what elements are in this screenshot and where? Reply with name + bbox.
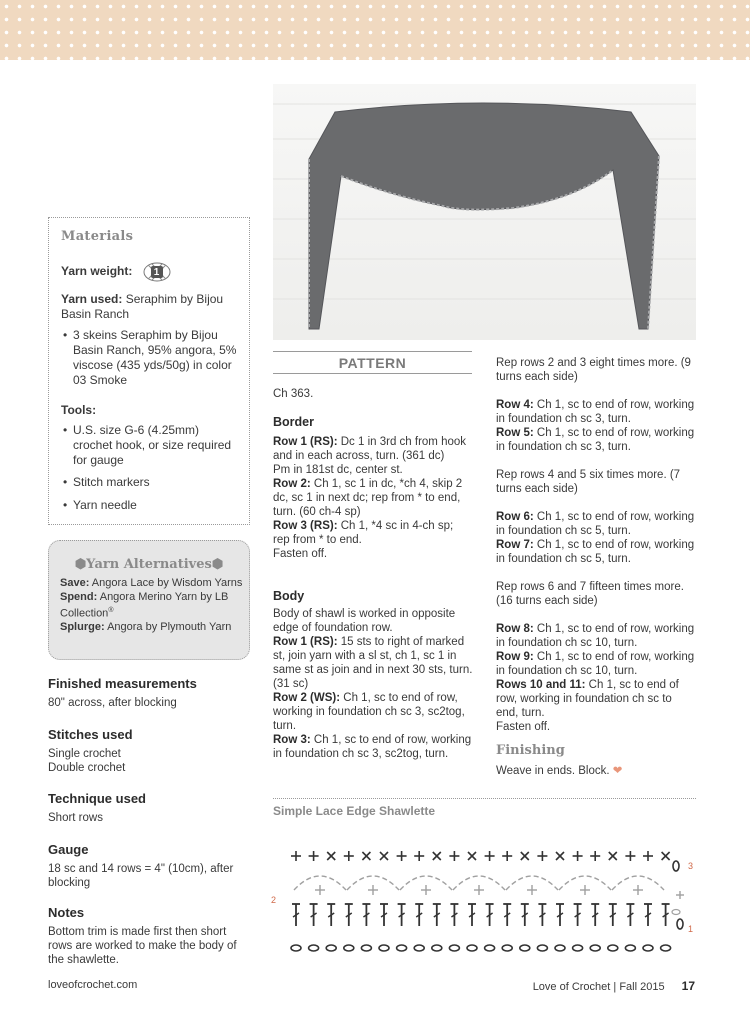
stitches-used-text: Single crochet Double crochet bbox=[48, 748, 126, 774]
hexagon-icon: ⬢ bbox=[211, 557, 224, 572]
heart-icon: ❤ bbox=[612, 765, 623, 777]
hexagon-icon: ⬢ bbox=[74, 557, 87, 572]
border-heading: Border bbox=[273, 415, 314, 429]
border-pm: Pm in 181st dc, center st. bbox=[273, 464, 403, 476]
chain-symbol bbox=[414, 945, 424, 951]
materials-title: Materials bbox=[61, 229, 134, 244]
shawl-photo bbox=[273, 84, 696, 340]
chain-symbol bbox=[467, 945, 477, 951]
alt-save: Save: Angora Lace by Wisdom Yarns bbox=[60, 577, 243, 589]
row-6: Row 6: Ch 1, sc to end of row, working in foundation ch sc 5, turn. bbox=[496, 511, 695, 537]
chain-symbol bbox=[673, 861, 679, 871]
row-label-2: 2 bbox=[271, 895, 277, 905]
chain-symbol bbox=[361, 945, 371, 951]
technique-used-text: Short rows bbox=[48, 812, 103, 824]
row-label-3: 3 bbox=[688, 861, 694, 871]
materials-box bbox=[48, 217, 250, 525]
chain-symbol bbox=[432, 945, 442, 951]
row-5: Row 5: Ch 1, sc to end of row, working in foundation ch sc 3, turn. bbox=[496, 427, 695, 453]
finished-measurements-text: 80" across, after blocking bbox=[48, 697, 177, 709]
finishing-text: Weave in ends. Block. ❤ bbox=[496, 765, 623, 777]
finishing-heading: Finishing bbox=[496, 743, 565, 758]
yarn-weight-label: Yarn weight: bbox=[61, 264, 133, 279]
chain-symbol bbox=[502, 945, 512, 951]
yarn-used-value: Seraphim by Bijou Basin Ranch bbox=[61, 292, 224, 321]
stitch-chart bbox=[268, 840, 700, 958]
chain-symbol bbox=[672, 910, 680, 915]
finished-measurements-heading: Finished measurements bbox=[48, 676, 197, 691]
chain-symbol bbox=[379, 945, 389, 951]
row-label-1: 1 bbox=[688, 924, 694, 934]
footer-magazine: Love of Crochet | Fall 2015 17 bbox=[532, 979, 695, 993]
pattern-start: Ch 363. bbox=[273, 388, 314, 400]
chain-symbol bbox=[520, 945, 530, 951]
border-row-2: Row 2: Ch 1, sc 1 in dc, *ch 4, skip 2 dc, sc 1 in next dc; rep from * to end, turn. (60 ch-4 sp) bbox=[273, 478, 463, 518]
yarn-weight-icon bbox=[142, 262, 172, 282]
chain-symbol bbox=[643, 945, 653, 951]
chain-symbol bbox=[608, 945, 618, 951]
row-4: Row 4: Ch 1, sc to end of row, working in foundation ch sc 3, turn. bbox=[496, 399, 695, 425]
pattern-column bbox=[273, 387, 473, 761]
body-intro: Body of shawl is worked in opposite edge of foundation row. bbox=[273, 608, 456, 634]
footer-site[interactable]: loveofcrochet.com bbox=[48, 979, 138, 991]
chain-symbol bbox=[677, 919, 683, 929]
pattern-heading: PATTERN bbox=[273, 351, 472, 374]
chain-symbol bbox=[625, 945, 635, 951]
technique-used-heading: Technique used bbox=[48, 791, 146, 806]
chain-symbol bbox=[326, 945, 336, 951]
body-heading: Body bbox=[273, 589, 305, 603]
page-number: 17 bbox=[681, 979, 695, 993]
chain-symbol bbox=[485, 945, 495, 951]
yarn-used-label: Yarn used: bbox=[61, 292, 123, 306]
chain-symbol bbox=[573, 945, 583, 951]
yarn-weight-value: 1 bbox=[153, 267, 160, 278]
stitches-used-heading: Stitches used bbox=[48, 727, 133, 742]
body-row-2: Row 2 (WS): Ch 1, sc to end of row, working in foundation ch sc 3, sc2tog, turn. bbox=[273, 692, 465, 732]
repeat-1: Rep rows 2 and 3 eight times more. (9 turns each side) bbox=[496, 357, 691, 383]
gauge-heading: Gauge bbox=[48, 842, 89, 857]
gauge-text: 18 sc and 14 rows = 4" (10cm), after blocking bbox=[48, 863, 234, 889]
tool-item: • U.S. size G-6 (4.25mm) crochet hook, or size required for gauge bbox=[61, 423, 233, 468]
yarn-alternatives-title: ⬢Yarn Alternatives⬢ bbox=[74, 557, 224, 572]
yarn-alternatives-box bbox=[48, 540, 250, 660]
repeat-2: Rep rows 4 and 5 six times more. (7 turns each side) bbox=[496, 469, 681, 495]
notes-text: Bottom trim is made first then short rows are worked to make the body of the shawlette. bbox=[48, 926, 237, 966]
border-row-3: Row 3 (RS): Ch 1, *4 sc in 4-ch sp; rep from * to end. bbox=[273, 520, 454, 546]
row-7: Row 7: Ch 1, sc to end of row, working in foundation ch sc 5, turn. bbox=[496, 539, 695, 565]
body-row-3: Row 3: Ch 1, sc to end of row, working in foundation ch sc 3, sc2tog, turn. bbox=[273, 734, 472, 760]
chain-symbol bbox=[344, 945, 354, 951]
chain-symbol bbox=[537, 945, 547, 951]
tool-item: • Yarn needle bbox=[61, 498, 233, 513]
body-row-1: Row 1 (RS): 15 sts to right of marked st, join yarn with a sl st, ch 1, sc 1 in same st as join and in next 30 sts, turn. (31 sc) bbox=[273, 636, 473, 690]
polka-dot-header bbox=[0, 0, 750, 60]
chart-title: Simple Lace Edge Shawlette bbox=[273, 804, 436, 818]
yarn-bullet: • 3 skeins Seraphim by Bijou Basin Ranch, 95% angora, 5% viscose (435 yds/50g) in color 03 Smoke bbox=[61, 328, 241, 388]
chain-symbol bbox=[590, 945, 600, 951]
right-fasten: Fasten off. bbox=[496, 721, 551, 733]
chain-symbol bbox=[449, 945, 459, 951]
notes-heading: Notes bbox=[48, 905, 85, 920]
row-8: Row 8: Ch 1, sc to end of row, working in foundation ch sc 10, turn. bbox=[496, 623, 695, 649]
chart-divider bbox=[273, 798, 696, 799]
border-fasten: Fasten off. bbox=[273, 548, 328, 560]
alt-spend: Spend: Angora Merino Yarn by LB Collection® bbox=[60, 590, 229, 620]
chain-symbol bbox=[661, 945, 671, 951]
border-row-1: Row 1 (RS): Dc 1 in 3rd ch from hook and in each across, turn. (361 dc) bbox=[273, 436, 467, 462]
row-10-11: Rows 10 and 11: Ch 1, sc to end of row, working in foundation ch sc to end, turn. bbox=[496, 679, 679, 719]
chain-symbol bbox=[555, 945, 565, 951]
row-9: Row 9: Ch 1, sc to end of row, working in foundation ch sc 10, turn. bbox=[496, 651, 695, 677]
tools-label: Tools: bbox=[61, 403, 97, 417]
repeat-3: Rep rows 6 and 7 fifteen times more. (16 turns each side) bbox=[496, 581, 684, 607]
chain-symbol bbox=[291, 945, 301, 951]
chain-symbol bbox=[397, 945, 407, 951]
tool-item: • Stitch markers bbox=[61, 475, 233, 490]
right-column bbox=[496, 356, 696, 778]
chain-symbol bbox=[309, 945, 319, 951]
alt-splurge: Splurge: Angora by Plymouth Yarn bbox=[60, 621, 232, 634]
